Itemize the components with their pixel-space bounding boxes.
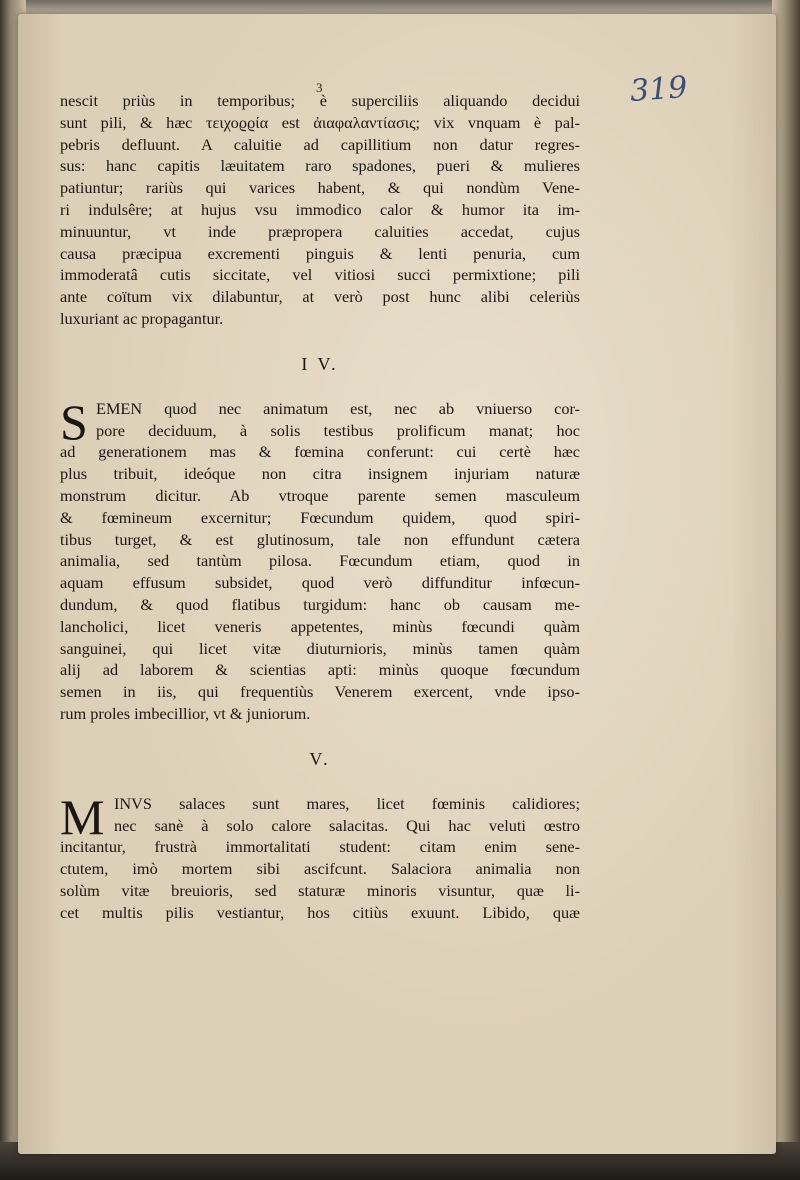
- section-v-paragraph: [60, 788, 580, 924]
- text-line: sanguinei, qui licet vitæ diuturnioris, minùs tamen quàm: [60, 638, 580, 658]
- text-line: causa præcipua excrementi pinguis & lenti penuria, cum: [60, 243, 580, 263]
- text-line: semen in iis, qui frequentiùs Venerem exercent, vnde ipso-: [60, 682, 580, 702]
- book-fore-edge: [772, 0, 800, 1180]
- text-line: pebris defluunt. A caluitie ad capillitium non datur regres-: [60, 134, 580, 154]
- dropcap-letter: M: [60, 788, 105, 845]
- text-line: animalia, sed tantùm pilosa. Fœcundum etiam, quod in: [60, 551, 580, 571]
- text-line: ri indulsêre; at hujus vsu immodico calor & humor ita im-: [60, 199, 580, 219]
- text-line: pore deciduum, à solis testibus prolificum manat; hoc: [96, 420, 580, 440]
- text-line: EMEN quod nec animatum est, nec ab vniuerso cor-: [96, 398, 580, 418]
- page-text: [60, 90, 580, 924]
- text-line: ante coïtum vix dilabuntur, at verò post hunc alibi celeriùs: [60, 287, 580, 307]
- paragraph-continuation: [60, 90, 580, 330]
- text-line: incitantur, frustrà immortalitati student: citam enim sene-: [60, 837, 580, 857]
- text-line: ad generationem mas & fœmina conferunt: cui certè hæc: [60, 442, 580, 462]
- text-line: nescit priùs in temporibus; è superciliis aliquando decidui: [60, 91, 580, 110]
- text-line: nec sanè à solo calore salacitas. Qui hac veluti œstro: [114, 815, 580, 835]
- signature-mark: 3: [316, 80, 323, 95]
- text-line: cet multis pilis vestiantur, hos citiùs exuunt. Libido, quæ: [60, 902, 580, 922]
- text-line: patiuntur; rariùs qui varices habent, & qui nondùm Vene-: [60, 178, 580, 198]
- section-iv-paragraph: [60, 393, 580, 725]
- text-line: immoderatâ cutis siccitate, vel vitiosi succi permixtione; pili: [60, 265, 580, 285]
- text-line: minuuntur, vt inde præpropera caluities accedat, cujus: [60, 221, 580, 241]
- text-line: rum proles imbecillior, vt & juniorum.: [60, 703, 311, 723]
- text-line: aquam effusum subsidet, quod verò diffunditur infœcun-: [60, 573, 580, 593]
- text-line: plus tribuit, ideóque non citra insignem injuriam naturæ: [60, 464, 580, 484]
- text-line: dundum, & quod flatibus turgidum: hanc ob causam me-: [60, 594, 580, 614]
- text-line: alij ad laborem & scientias apti: minùs quoque fœcundum: [60, 660, 580, 680]
- handwritten-folio-number: 319: [628, 70, 689, 109]
- text-line: & fœmineum excernitur; Fœcundum quidem, quod spiri-: [60, 507, 580, 527]
- book-page: [18, 14, 776, 1154]
- text-line: sunt pili, & hæc τειχοϱϱία est ἀιαφαλαντίασις; vix vnquam è pal-: [60, 112, 580, 132]
- text-line: luxuriant ac propagantur.: [60, 308, 224, 328]
- text-line: solùm vitæ breuioris, sed staturæ minoris visuntur, quæ li-: [60, 880, 580, 900]
- dropcap-letter: S: [60, 393, 88, 450]
- text-line: monstrum dicitur. Ab vtroque parente semen masculeum: [60, 485, 580, 505]
- text-line: INVS salaces sunt mares, licet fœminis calidiores;: [114, 793, 580, 813]
- text-line: ctutem, imò mortem sibi ascifcunt. Salaciora animalia non: [60, 859, 580, 879]
- text-line: lancholici, licet veneris appetentes, minùs fœcundi quàm: [60, 616, 580, 636]
- section-heading-iv: I V.: [301, 353, 339, 374]
- section-heading-v: V.: [309, 748, 331, 769]
- text-line: sus: hanc capitis læuitatem raro spadones, pueri & mulieres: [60, 156, 580, 176]
- text-line: tibus turget, & est glutinosum, tale non effundunt cætera: [60, 529, 580, 549]
